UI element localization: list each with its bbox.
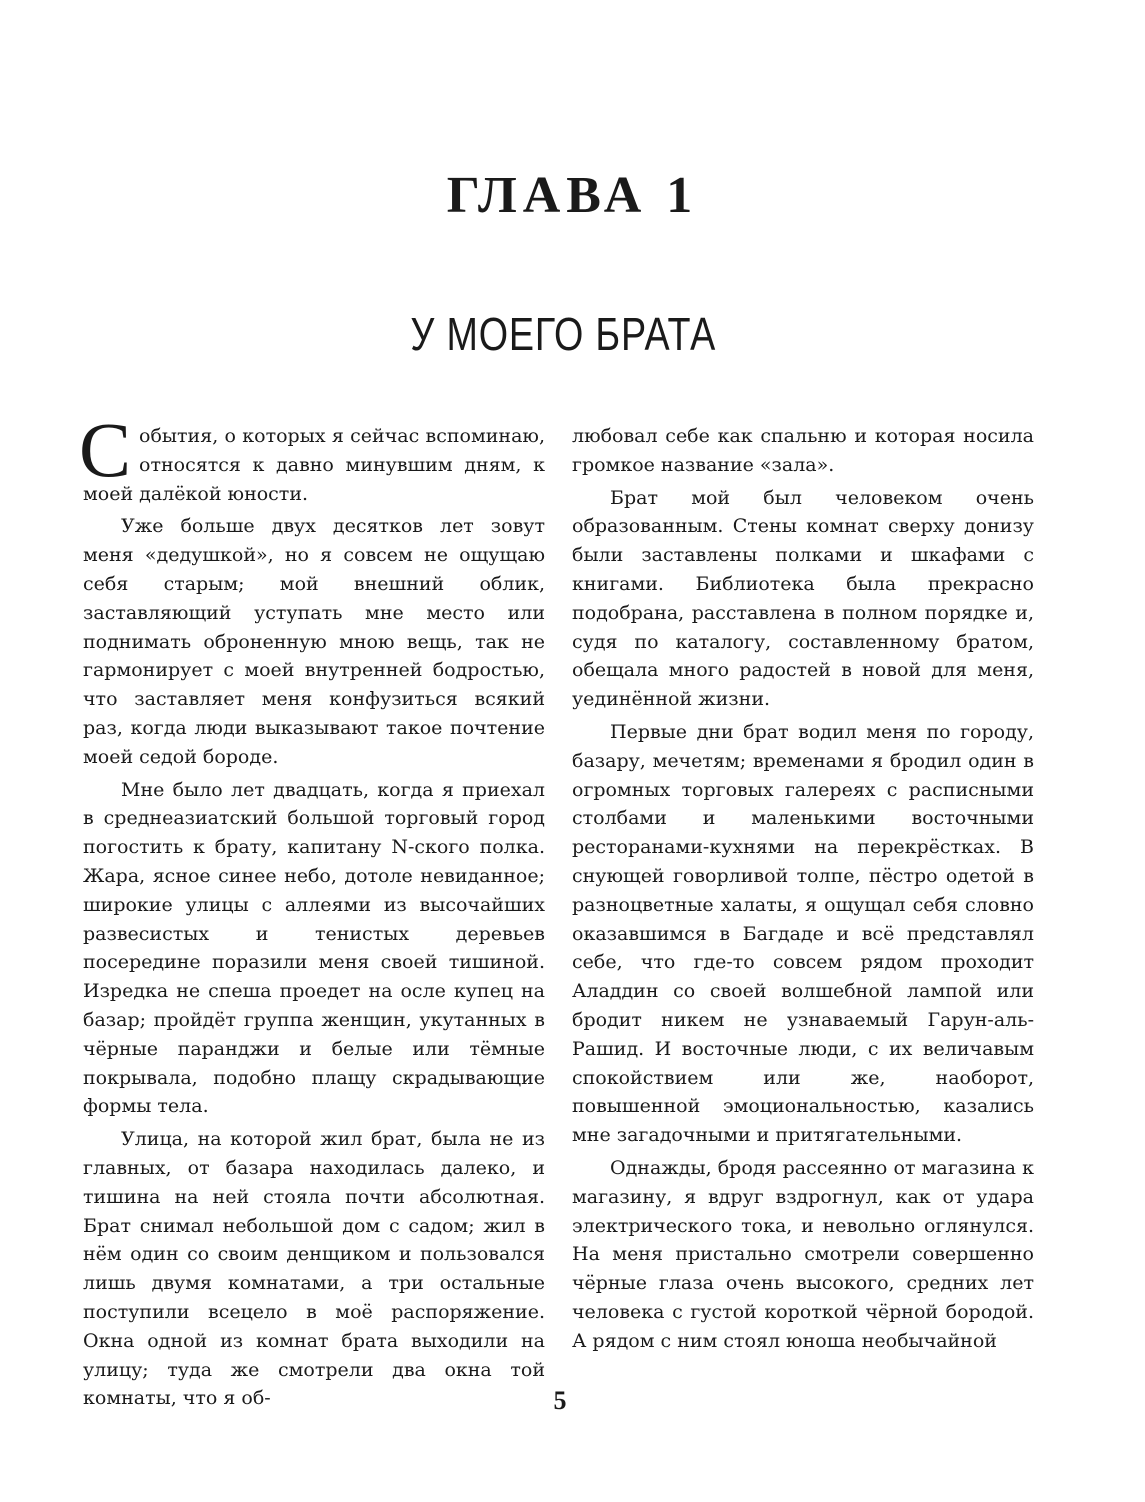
- paragraph: Брат мой был человеком очень образованным. Стены комнат сверху донизу были заставлены полками и шкафами с книгами. Библиотека была прекрасно подобрана, расставлена в полном порядке и, судя по каталогу, составленному братом, обещала много радостей в новой для меня, уединённой жизни.: [572, 486, 1034, 711]
- right-text-column: [572, 422, 1034, 1360]
- paragraph-opening: [79, 406, 545, 508]
- chapter-subtitle: У МОЕГО БРАТА: [410, 308, 717, 360]
- paragraph: Улица, на которой жил брат, была не из главных, от базара находилась далеко, и тишина на ней стояла почти абсолютная. Брат снимал небольшой дом с садом; жил в нём один со своим денщиком и пользовался лишь двумя комнатами, а три остальные поступили всецело в моё распоряжение. Окна одной из комнат брата выходили на улицу; туда же смотрели два окна той комнаты, что я об-: [83, 1128, 545, 1410]
- paragraph: Однажды, бродя рассеянно от магазина к магазину, я вдруг вздрогнул, как от удара электрического тока, и невольно оглянулся. На меня пристально смотрели совершенно чёрные глаза очень высокого, средних лет человека с густой короткой чёрной бородой. А рядом с ним стоял юноша необычайной: [572, 1156, 1034, 1352]
- paragraph: Первые дни брат водил меня по городу, базару, мечетям; временами я бродил один в огромных торговых галереях с расписными столбами и маленькими восточными ресторанами-кухнями на перекрёстках. В снующей говорливой толпе, пёстро одетой в разноцветные халаты, я ощущал себя словно оказавшимся в Багдаде и всё представлял себе, что где-то совсем рядом проходит Аладдин со своей волшебной лампой или бродит никем не узнаваемый Гарун-аль-Рашид. И восточные люди, с их величавым спокойствием или же, наоборот, повышенной эмоциональностью, казались мне загадочными и притягательными.: [572, 720, 1034, 1147]
- paragraph-text: обытия, о которых я сейчас вспоминаю, относятся к давно минувшим дням, к моей далёкой юности.: [83, 425, 545, 505]
- paragraph: Уже больше двух десятков лет зовут меня «дедушкой», но я совсем не ощущаю себя старым; мой внешний облик, заставляющий уступать мне место или поднимать оброненную мною вещь, так не гармонирует с моей внутренней бодростью, что заставляет меня конфузиться всякий раз, когда люди выказывают такое почтение моей седой бороде.: [83, 515, 545, 768]
- paragraph: Мне было лет двадцать, когда я приехал в среднеазиатский большой торговый город погостить к брату, капитану N-ского полка. Жара, ясное синее небо, дотоле невиданное; широкие улицы с аллеями из высочайших развесистых и тенистых деревьев посередине поразили меня своей тишиной. Изредка не спеша проедет на осле купец на базар; пройдёт группа женщин, укутанных в чёрные паранджи и белые или тёмные покрывала, подобно плащу скрадывающие формы тела.: [83, 778, 545, 1118]
- drop-cap: С: [79, 406, 132, 493]
- left-text-column: [79, 406, 545, 1417]
- chapter-title: ГЛАВА 1: [446, 167, 699, 224]
- paragraph-continuation: любовал себе как спальню и которая носила громкое название «зала».: [572, 425, 1034, 476]
- page-number: 5: [553, 1386, 567, 1415]
